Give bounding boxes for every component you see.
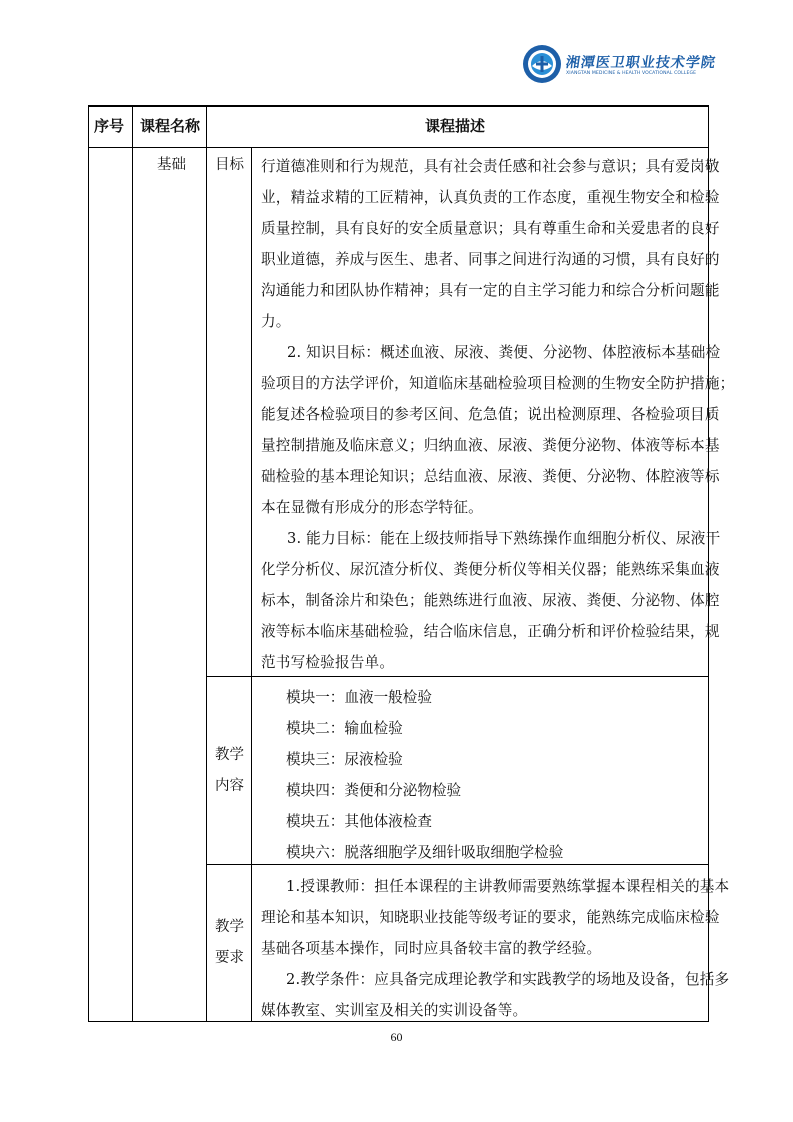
goal-line: 标本，制备涂片和染色；能熟练进行血液、尿液、粪便、分泌物、体腔 (261, 592, 720, 609)
col-divider-1 (132, 105, 133, 1022)
goal-line: 力。 (261, 313, 291, 330)
header-index: 序号 (94, 117, 125, 135)
goal-line: 业，精益求精的工匠精神，认真负责的工作态度，重视生物安全和检验 (261, 189, 720, 206)
goal-line: 本在显微有形成分的形态学特征。 (261, 499, 483, 516)
module-item: 模块五：其他体液检查 (286, 813, 432, 830)
header-course-description: 课程描述 (425, 117, 486, 135)
requirement-line: 理论和基本知识，知晓职业技能等级考证的要求，能熟练完成临床检验 (261, 909, 720, 926)
requirements-label-line2: 要求 (215, 950, 244, 966)
goal-line: 范书写检验报告单。 (261, 654, 395, 671)
goal-line: 2. 知识目标：概述血液、尿液、粪便、分泌物、体腔液标本基础检 (287, 344, 721, 361)
content-label-line2: 内容 (215, 778, 244, 794)
goal-line: 行道德准则和行为规范，具有社会责任感和社会参与意识；具有爱岗敬 (261, 158, 720, 175)
requirement-line: 2.教学条件：应具备完成理论教学和实践教学的场地及设备，包括多 (286, 971, 730, 988)
goal-line: 验项目的方法学评价，知道临床基础检验项目检测的生物安全防护措施； (261, 375, 735, 392)
col-divider-3 (251, 147, 252, 1022)
module-item: 模块一：血液一般检验 (286, 689, 432, 706)
college-english-name: XIANGTAN MEDICINE & HEALTH VOCATIONAL COLLEGE (566, 71, 697, 76)
course-name: 基础 (157, 157, 186, 173)
page-number: 60 (390, 1030, 403, 1044)
header-course-name: 课程名称 (140, 117, 201, 135)
goal-line: 能复述各检验项目的参考区间、危急值；说出检测原理、各检验项目质 (261, 406, 720, 423)
goal-line: 化学分析仪、尿沉渣分析仪、粪便分析仪等相关仪器；能熟练采集血液 (261, 561, 720, 578)
goal-label: 目标 (215, 157, 244, 173)
table-bottom-border (88, 1021, 709, 1022)
college-emblem-icon (522, 44, 562, 84)
content-label-line1: 教学 (215, 747, 244, 763)
module-item: 模块二：输血检验 (286, 720, 403, 737)
goal-line: 液等标本临床基础检验，结合临床信息，正确分析和评价检验结果，规 (261, 623, 720, 640)
goal-line: 础检验的基本理论知识；总结血液、尿液、粪便、分泌物、体腔液等标 (261, 468, 720, 485)
college-logo (522, 44, 717, 86)
requirements-label-line1: 教学 (215, 919, 244, 935)
col-divider-2 (206, 105, 207, 1022)
requirement-line: 媒体教室、实训室及相关的实训设备等。 (261, 1002, 528, 1019)
college-name: 湘潭医卫职业技术学院 (564, 55, 717, 71)
goal-line: 质量控制，具有良好的安全质量意识；具有尊重生命和关爱患者的良好 (261, 220, 720, 237)
requirement-line: 1.授课教师：担任本课程的主讲教师需要熟练掌握本课程相关的基本 (286, 878, 730, 895)
row-divider-content (206, 676, 709, 677)
module-item: 模块六：脱落细胞学及细针吸取细胞学检验 (286, 844, 564, 861)
header-bottom-border (88, 147, 709, 148)
goal-line: 3. 能力目标：能在上级技师指导下熟练操作血细胞分析仪、尿液干 (287, 530, 721, 547)
row-divider-requirements (206, 864, 709, 865)
goal-line: 职业道德，养成与医生、患者、同事之间进行沟通的习惯，具有良好的 (261, 251, 720, 268)
module-item: 模块三：尿液检验 (286, 751, 403, 768)
table-left-border (88, 105, 89, 1022)
table-top-border (88, 105, 709, 107)
goal-line: 沟通能力和团队协作精神；具有一定的自主学习能力和综合分析问题能 (261, 282, 720, 299)
module-item: 模块四：粪便和分泌物检验 (286, 782, 462, 799)
goal-line: 量控制措施及临床意义；归纳血液、尿液、粪便分泌物、体液等标本基 (261, 437, 720, 454)
requirement-line: 基础各项基本操作，同时应具备较丰富的教学经验。 (261, 940, 602, 957)
